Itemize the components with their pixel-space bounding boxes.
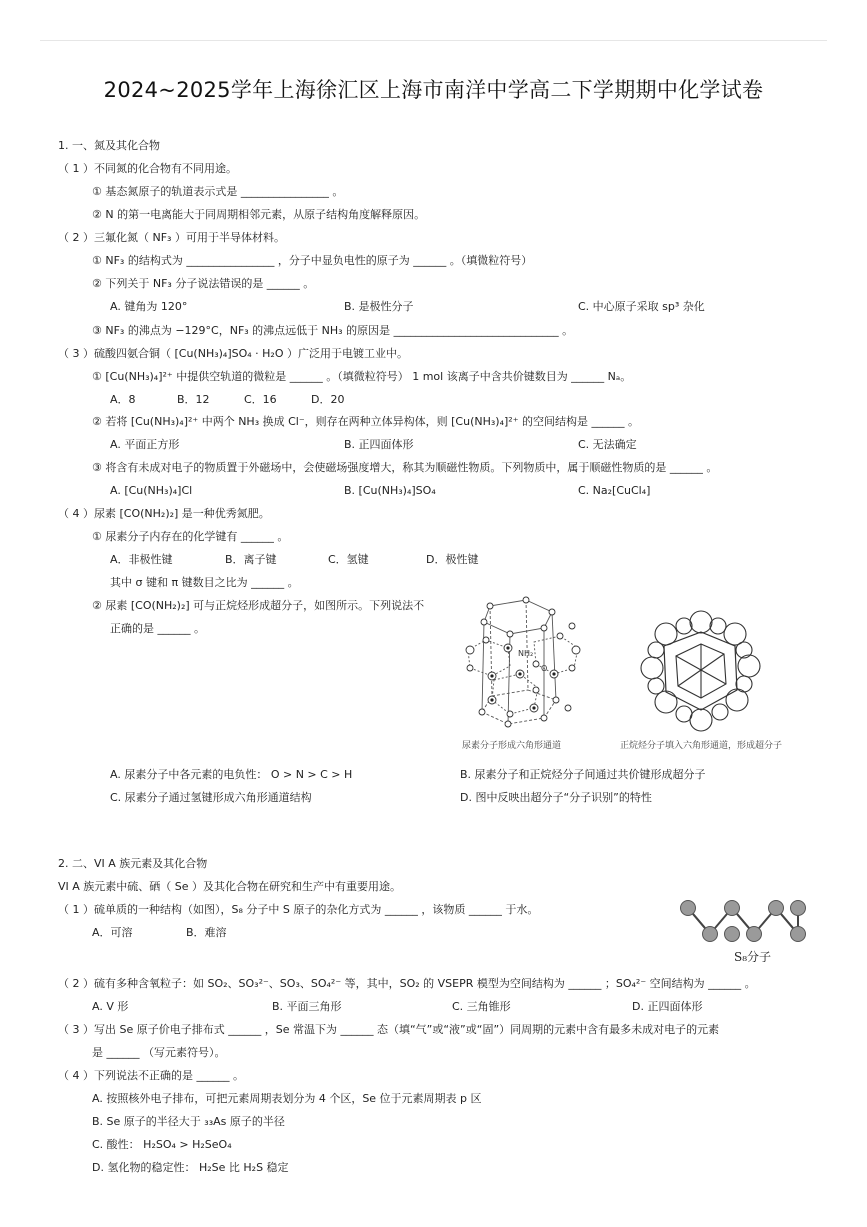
q1-part3: （ 3 ）硫酸四氨合铜（ [Cu(NH₃)₄]SO₄ · H₂O ）广泛用于电镀工业中。 bbox=[58, 347, 409, 360]
option: A. V 形 bbox=[92, 1000, 129, 1013]
q1-part2-c: ③ NF₃ 的沸点为 −129°C，NF₃ 的沸点远低于 NH₃ 的原因是 ______________________________ 。 bbox=[92, 324, 574, 337]
o-label: O bbox=[541, 664, 548, 673]
s8-molecule-figure bbox=[676, 896, 814, 954]
option: D. 图中反映出超分子“分子识别”的特性 bbox=[460, 791, 652, 804]
option: B. 正四面体形 bbox=[344, 438, 414, 451]
s8-label: S₈分子 bbox=[734, 950, 772, 964]
figure-caption-left: 尿素分子形成六角形通道 bbox=[462, 741, 562, 751]
option: D. 氢化物的稳定性： H₂Se 比 H₂S 稳定 bbox=[92, 1161, 289, 1174]
q2-part3-line1: （ 3 ）写出 Se 原子价电子排布式 ______ ，Se 常温下为 ______ 态（填“气”或“液”或“固”）同周期的元素中含有最多未成对电子的元素 bbox=[58, 1023, 720, 1036]
option: A. 平面正方形 bbox=[110, 438, 180, 451]
option: D．20 bbox=[311, 393, 345, 406]
option: B. 是极性分子 bbox=[344, 300, 414, 313]
option: C. 中心原子采取 sp³ 杂化 bbox=[578, 300, 705, 313]
option: C．氢键 bbox=[328, 553, 369, 566]
option: C. 尿素分子通过氢键形成六角形通道结构 bbox=[110, 791, 312, 804]
option: C. 三角锥形 bbox=[452, 1000, 511, 1013]
q1-part4-a: ① 尿素分子内存在的化学键有 ______ 。 bbox=[92, 530, 289, 543]
option: A. 尿素分子中各元素的电负性： O > N > C > H bbox=[110, 768, 353, 781]
q2-part4: （ 4 ）下列说法不正确的是 ______ 。 bbox=[58, 1069, 244, 1082]
q1-part3-b: ② 若将 [Cu(NH₃)₄]²⁺ 中两个 NH₃ 换成 Cl⁻，则存在两种立体异构体，则 [Cu(NH₃)₄]²⁺ 的空间结构是 ______ 。 bbox=[92, 415, 639, 428]
option: B．难溶 bbox=[186, 926, 227, 939]
q1-part1: （ 1 ）不同氮的化合物有不同用途。 bbox=[58, 162, 237, 175]
option: B. 平面三角形 bbox=[272, 1000, 342, 1013]
option: B．离子键 bbox=[225, 553, 277, 566]
option: C. 酸性： H₂SO₄ > H₂SeO₄ bbox=[92, 1138, 232, 1151]
option: B. [Cu(NH₃)₄]SO₄ bbox=[344, 484, 436, 497]
option: B. 尿素分子和正烷烃分子间通过共价键形成超分子 bbox=[460, 768, 706, 781]
option: B．12 bbox=[177, 393, 210, 406]
q1-part1-a: ① 基态氮原子的轨道表示式是 ________________ 。 bbox=[92, 185, 344, 198]
option: C. Na₂[CuCl₄] bbox=[578, 484, 651, 497]
section-1-heading: 1. 一、氮及其化合物 bbox=[58, 139, 160, 152]
option: A. [Cu(NH₃)₄]Cl bbox=[110, 484, 193, 497]
q1-part4-b-line1: ② 尿素 [CO(NH₂)₂] 可与正烷烃形成超分子，如图所示。下列说法不 bbox=[92, 599, 425, 612]
section-2-intro: VI A 族元素中硫、硒（ Se ）及其化合物在研究和生产中有重要用途。 bbox=[58, 880, 402, 893]
q1-part2-a: ① NF₃ 的结构式为 ________________ ，分子中显负电性的原子为 ______ 。（填微粒符号） bbox=[92, 254, 533, 267]
top-rule bbox=[40, 40, 827, 41]
option: B. Se 原子的半径大于 ₃₃As 原子的半径 bbox=[92, 1115, 285, 1128]
page-title: 2024~2025学年上海徐汇区上海市南洋中学高二下学期期中化学试卷 bbox=[103, 78, 764, 102]
q1-part2-b: ② 下列关于 NF₃ 分子说法错误的是 ______ 。 bbox=[92, 277, 315, 290]
nh2-label: NH₂ bbox=[518, 649, 534, 658]
option: A．非极性键 bbox=[110, 553, 173, 566]
option: A．8 bbox=[110, 393, 136, 406]
option: A. 键角为 120° bbox=[110, 300, 188, 313]
q1-part4-a2: 其中 σ 键和 π 键数目之比为 ______ 。 bbox=[110, 576, 299, 589]
section-2-heading: 2. 二、VI A 族元素及其化合物 bbox=[58, 857, 208, 870]
option: D. 正四面体形 bbox=[632, 1000, 703, 1013]
option: C．16 bbox=[244, 393, 277, 406]
q2-part1: （ 1 ）硫单质的一种结构（如图），S₈ 分子中 S 原子的杂化方式为 ______ ，该物质 ______ 于水。 bbox=[58, 903, 539, 916]
q1-part4-b-line2: 正确的是 ______ 。 bbox=[110, 622, 205, 635]
figure-caption-right: 正烷烃分子填入六角形通道，形成超分子 bbox=[620, 741, 783, 751]
superamolecule-figure bbox=[638, 606, 764, 738]
q2-part2: （ 2 ）硫有多种含氧粒子：如 SO₂、SO₃²⁻、SO₃、SO₄²⁻ 等，其中，SO₂ 的 VSEPR 模型为空间结构为 ______ ；SO₄²⁻ 空间结构为 ______ 。 bbox=[58, 977, 756, 990]
q2-part3-line2: 是 ______ （写元素符号）。 bbox=[92, 1046, 226, 1059]
q1-part3-a: ① [Cu(NH₃)₄]²⁺ 中提供空轨道的微粒是 ______ 。（填微粒符号） 1 mol 该离子中含共价键数目为 ______ Nₐ。 bbox=[92, 370, 632, 383]
option: C. 无法确定 bbox=[578, 438, 637, 451]
option: A. 按照核外电子排布，可把元素周期表划分为 4 个区，Se 位于元素周期表 p 区 bbox=[92, 1092, 482, 1105]
urea-channel-figure bbox=[464, 594, 582, 730]
q1-part4: （ 4 ）尿素 [CO(NH₂)₂] 是一种优秀氮肥。 bbox=[58, 507, 270, 520]
option: A．可溶 bbox=[92, 926, 133, 939]
q1-part3-c: ③ 将含有未成对电子的物质置于外磁场中，会使磁场强度增大，称其为顺磁性物质。下列物质中，属于顺磁性物质的是 ______ 。 bbox=[92, 461, 718, 474]
option: D．极性键 bbox=[426, 553, 479, 566]
q1-part1-b: ② N 的第一电离能大于同周期相邻元素，从原子结构角度解释原因。 bbox=[92, 208, 426, 221]
q1-part2: （ 2 ）三氟化氮（ NF₃ ）可用于半导体材料。 bbox=[58, 231, 285, 244]
